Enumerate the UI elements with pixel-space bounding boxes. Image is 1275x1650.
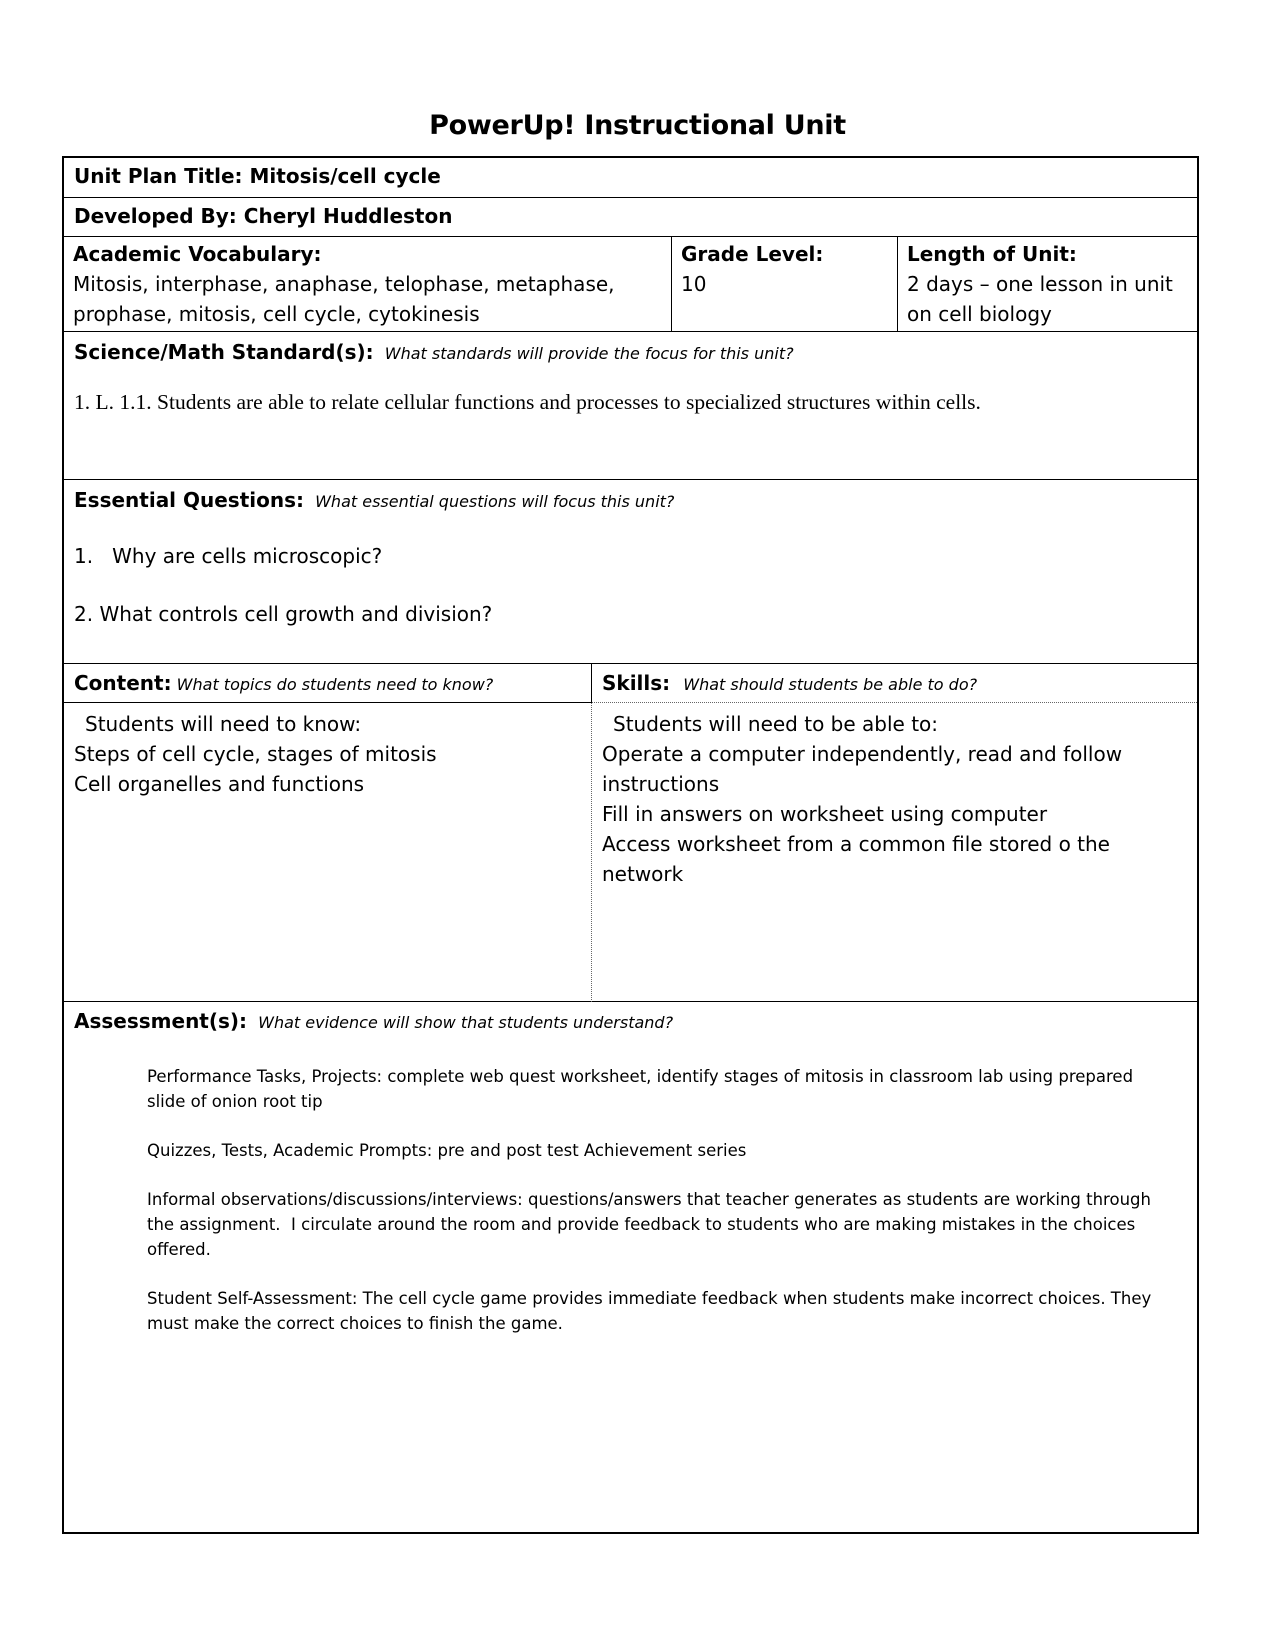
skills-line-3: Fill in answers on worksheet using computer xyxy=(602,802,1048,826)
length-cell xyxy=(898,237,1196,331)
unit-plan-label: Unit Plan Title: xyxy=(74,164,243,188)
essential-question-2: 2. What controls cell growth and division? xyxy=(74,602,493,626)
developed-by-value: Cheryl Huddleston xyxy=(243,204,453,228)
unit-plan-value: Mitosis/cell cycle xyxy=(249,164,441,188)
standards-text: 1. L. 1.1. Students are able to relate cellular functions and processes to specialized structures within cells. xyxy=(74,390,981,414)
essential-questions-row xyxy=(64,480,1197,664)
content-intro: Students will need to know: xyxy=(85,712,362,736)
skills-intro: Students will need to be able to: xyxy=(613,712,939,736)
assessment-self-line-1: Student Self-Assessment: The cell cycle game provides immediate feedback when students make incorrect choices. They xyxy=(147,1289,1152,1308)
page-title: PowerUp! Instructional Unit xyxy=(429,110,846,141)
skills-line-4: Access worksheet from a common file stored o the xyxy=(602,832,1110,856)
assessment-self-line-2: must make the correct choices to finish the game. xyxy=(147,1314,563,1333)
length-label: Length of Unit: xyxy=(907,242,1077,266)
unit-plan-table xyxy=(62,156,1199,1534)
skills-line-1: Operate a computer independently, read and follow xyxy=(602,742,1123,766)
developed-by-label: Developed By: xyxy=(74,204,237,228)
skills-line-5: network xyxy=(602,862,684,886)
assessment-label: Assessment(s): xyxy=(74,1009,248,1033)
standards-hint: What standards will provide the focus for this unit? xyxy=(384,344,794,363)
length-line-2: on cell biology xyxy=(907,302,1052,326)
grade-cell xyxy=(672,237,897,331)
assessment-informal-line-1: Informal observations/discussions/interviews: questions/answers that teacher generates as students are working through xyxy=(147,1190,1151,1209)
content-line-2: Cell organelles and functions xyxy=(74,772,365,796)
assessment-informal-line-2: the assignment. I circulate around the room and provide feedback to students who are making mistakes in the choices xyxy=(147,1215,1136,1234)
assessment-performance-line-1: Performance Tasks, Projects: complete web quest worksheet, identify stages of mitosis in classroom lab using prepared xyxy=(147,1067,1134,1086)
vocabulary-cell xyxy=(64,237,669,331)
developed-by-row xyxy=(64,198,1197,237)
skills-hint: What should students be able to do? xyxy=(683,675,978,694)
assessment-hint: What evidence will show that students understand? xyxy=(258,1013,674,1032)
vocabulary-label: Academic Vocabulary: xyxy=(73,242,322,266)
length-line-1: 2 days – one lesson in unit xyxy=(907,272,1173,296)
essential-questions-label: Essential Questions: xyxy=(74,488,305,512)
content-line-1: Steps of cell cycle, stages of mitosis xyxy=(74,742,437,766)
vocabulary-line-1: Mitosis, interphase, anaphase, telophase, metaphase, xyxy=(73,272,615,296)
vocabulary-line-2: prophase, mitosis, cell cycle, cytokinesis xyxy=(73,302,480,326)
content-label: Content: xyxy=(74,671,172,695)
essential-questions-hint: What essential questions will focus this unit? xyxy=(315,492,675,511)
standards-row xyxy=(64,332,1197,480)
assessment-quizzes-line-1: Quizzes, Tests, Academic Prompts: pre and post test Achievement series xyxy=(147,1141,747,1160)
vocabulary-row xyxy=(64,237,1197,332)
essential-question-1: 1. Why are cells microscopic? xyxy=(74,544,383,568)
grade-label: Grade Level: xyxy=(681,242,824,266)
skills-line-2: instructions xyxy=(602,772,720,796)
content-hint: What topics do students need to know? xyxy=(176,675,494,694)
content-skills-row xyxy=(64,664,1197,1002)
assessment-row xyxy=(64,1002,1197,1532)
unit-plan-row xyxy=(64,158,1197,198)
grade-value: 10 xyxy=(681,272,707,296)
assessment-performance-line-2: slide of onion root tip xyxy=(147,1092,323,1111)
assessment-informal-line-3: offered. xyxy=(147,1240,211,1259)
skills-label: Skills: xyxy=(602,671,671,695)
standards-label: Science/Math Standard(s): xyxy=(74,340,374,364)
